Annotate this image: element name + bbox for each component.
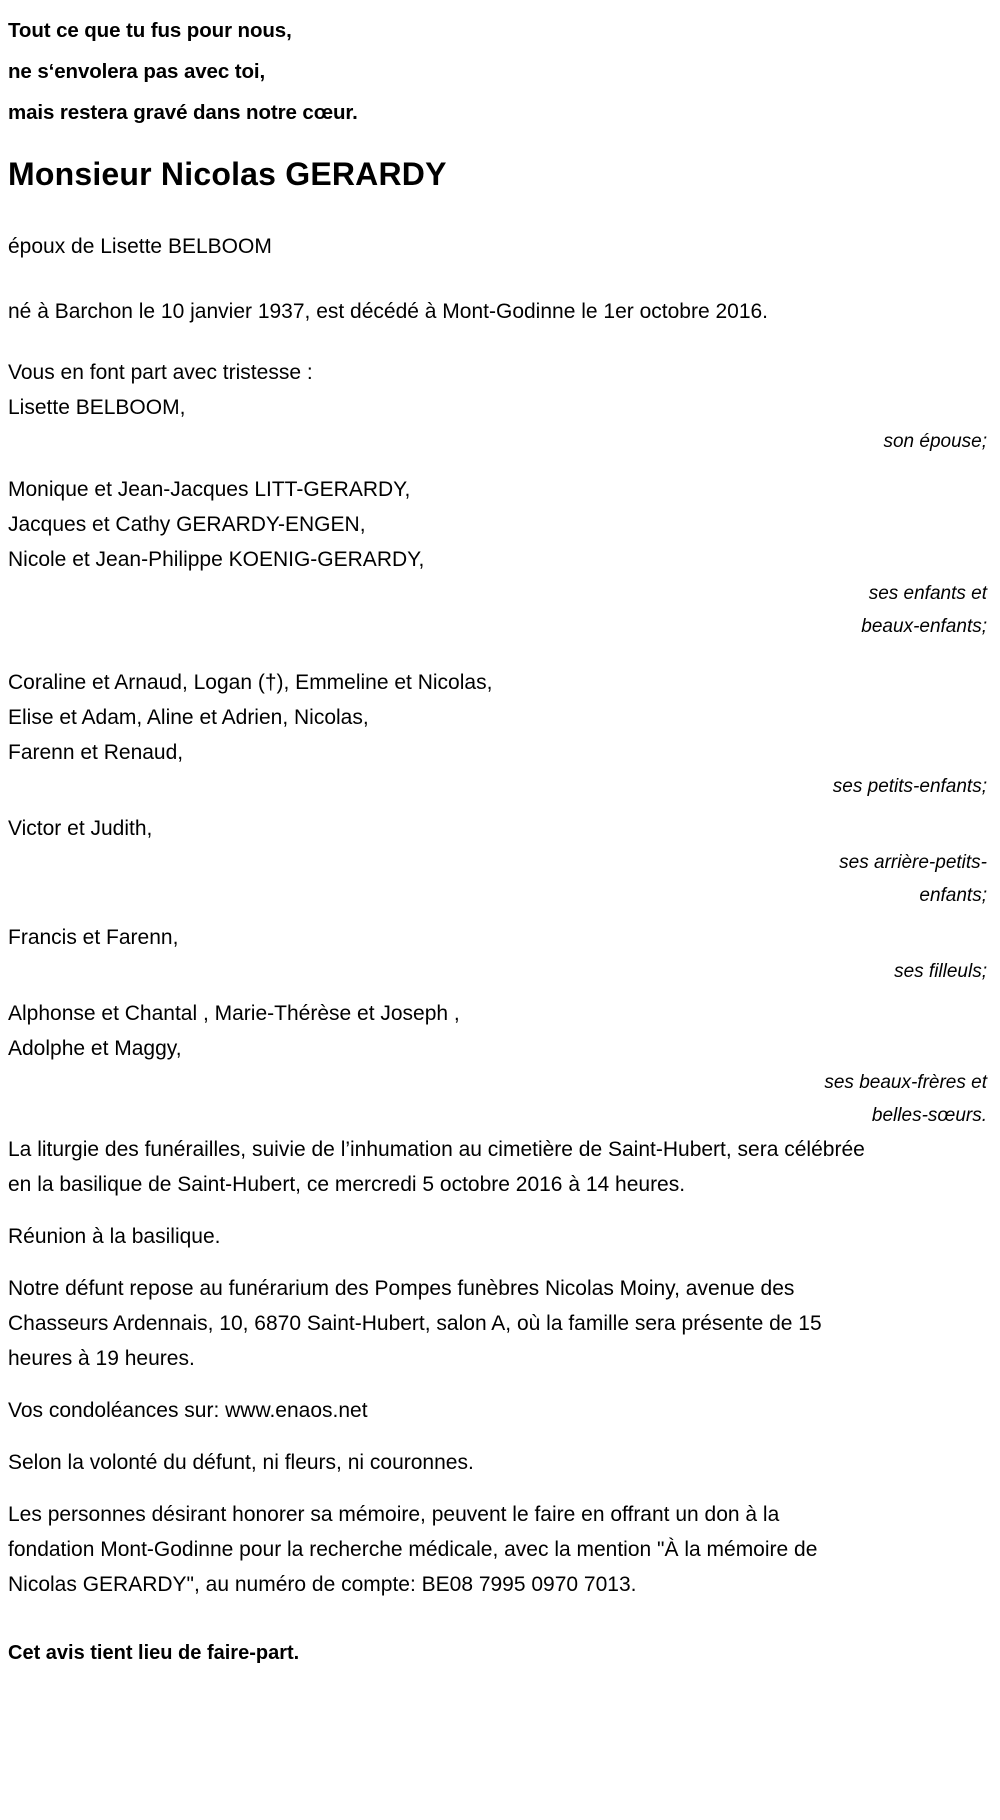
birth-death-line: né à Barchon le 10 janvier 1937, est décédé à Mont-Godinne le 1er octobre 2016. [8, 300, 769, 323]
announcement-intro: Vous en font part avec tristesse : [8, 361, 313, 384]
spouse-of-line: époux de Lisette BELBOOM [8, 235, 272, 258]
family-group-grandchildren [8, 665, 992, 803]
family-name-line: Victor et Judith, [8, 817, 153, 840]
epigraph-line-1: Tout ce que tu fus pour nous, [8, 19, 292, 42]
deceased-name: Monsieur Nicolas GERARDY [8, 156, 447, 192]
family-group-godchildren [8, 920, 992, 988]
family-name-line: Jacques et Cathy GERARDY-ENGEN, [8, 513, 366, 536]
relation-label-children [8, 577, 992, 643]
family-name-line: Monique et Jean-Jacques LITT-GERARDY, [8, 478, 411, 501]
epigraph-line-3: mais restera gravé dans notre cœur. [8, 101, 358, 124]
epigraph-line-2: ne s‘envolera pas avec toi, [8, 60, 266, 83]
relation-label-line: ses petits-enfants; [832, 776, 987, 797]
spacer [8, 458, 992, 472]
spacer [8, 803, 992, 811]
condolences-paragraph: Vos condoléances sur: www.enaos.net [8, 1399, 368, 1422]
family-names [8, 390, 992, 425]
relation-label-line: beaux-enfants; [861, 616, 987, 637]
relation-label-line: son épouse; [883, 431, 987, 452]
relation-label-grandchildren [8, 770, 992, 803]
spacer [8, 1480, 992, 1497]
epigraph [8, 10, 992, 133]
relation-label-line: ses arrière-petits- [839, 852, 987, 873]
spacer [8, 1202, 992, 1219]
family-name-line: Farenn et Renaud, [8, 741, 184, 764]
family-names [8, 472, 992, 577]
relation-label-great-grandchildren [8, 846, 992, 912]
spacer [8, 1254, 992, 1271]
family-group-in-laws [8, 996, 992, 1132]
family-names [8, 665, 992, 770]
spacer [8, 988, 992, 996]
family-name-line: Alphonse et Chantal , Marie-Thérèse et Joseph , [8, 1002, 460, 1025]
spacer [8, 643, 992, 665]
relation-label-line: belles-sœurs. [871, 1105, 987, 1126]
family-name-line: Francis et Farenn, [8, 926, 179, 949]
family-name-line: Elise et Adam, Aline et Adrien, Nicolas, [8, 706, 369, 729]
relation-label-in-laws [8, 1066, 992, 1132]
relation-label-line: enfants; [919, 885, 987, 906]
family-name-line: Lisette BELBOOM, [8, 396, 186, 419]
family-name-line: Adolphe et Maggy, [8, 1037, 182, 1060]
liturgy-paragraph: La liturgie des funérailles, suivie de l’inhumation au cimetière de Saint-Hubert, sera célébrée en la basilique de Saint-Hubert, ce mercredi 5 octobre 2016 à 14 heures. [8, 1138, 865, 1196]
spacer [8, 1428, 992, 1445]
flowers-paragraph: Selon la volonté du défunt, ni fleurs, ni couronnes. [8, 1451, 474, 1474]
family-names [8, 811, 992, 846]
relation-label-line: ses filleuls; [894, 961, 987, 982]
spacer [8, 1376, 992, 1393]
gathering-paragraph: Réunion à la basilique. [8, 1225, 221, 1248]
family-group-children [8, 472, 992, 643]
relation-label-spouse [8, 425, 992, 458]
family-names [8, 996, 992, 1066]
family-name-line: Coraline et Arnaud, Logan (†), Emmeline et Nicolas, [8, 671, 493, 694]
spacer [8, 912, 992, 920]
family-group-spouse [8, 390, 992, 458]
closing-statement: Cet avis tient lieu de faire-part. [8, 1642, 300, 1664]
donation-paragraph: Les personnes désirant honorer sa mémoire, peuvent le faire en offrant un don à la fondation Mont-Godinne pour la recherche médicale, avec la mention "À la mémoire de Nicolas GERARDY", au numéro de compte: BE08 7995 0970 7013. [8, 1503, 818, 1596]
relation-label-line: ses enfants et [868, 583, 987, 604]
family-group-great-grandchildren [8, 811, 992, 912]
funeral-home-paragraph: Notre défunt repose au funérarium des Pompes funèbres Nicolas Moiny, avenue des Chasseurs Ardennais, 10, 6870 Saint-Hubert, salon A, où la famille sera présente de 15 heures à 19 heures. [8, 1277, 822, 1370]
spacer [8, 1602, 992, 1636]
relation-label-godchildren [8, 955, 992, 988]
family-names [8, 920, 992, 955]
family-name-line: Nicole et Jean-Philippe KOENIG-GERARDY, [8, 548, 425, 571]
relation-label-line: ses beaux-frères et [824, 1072, 987, 1093]
